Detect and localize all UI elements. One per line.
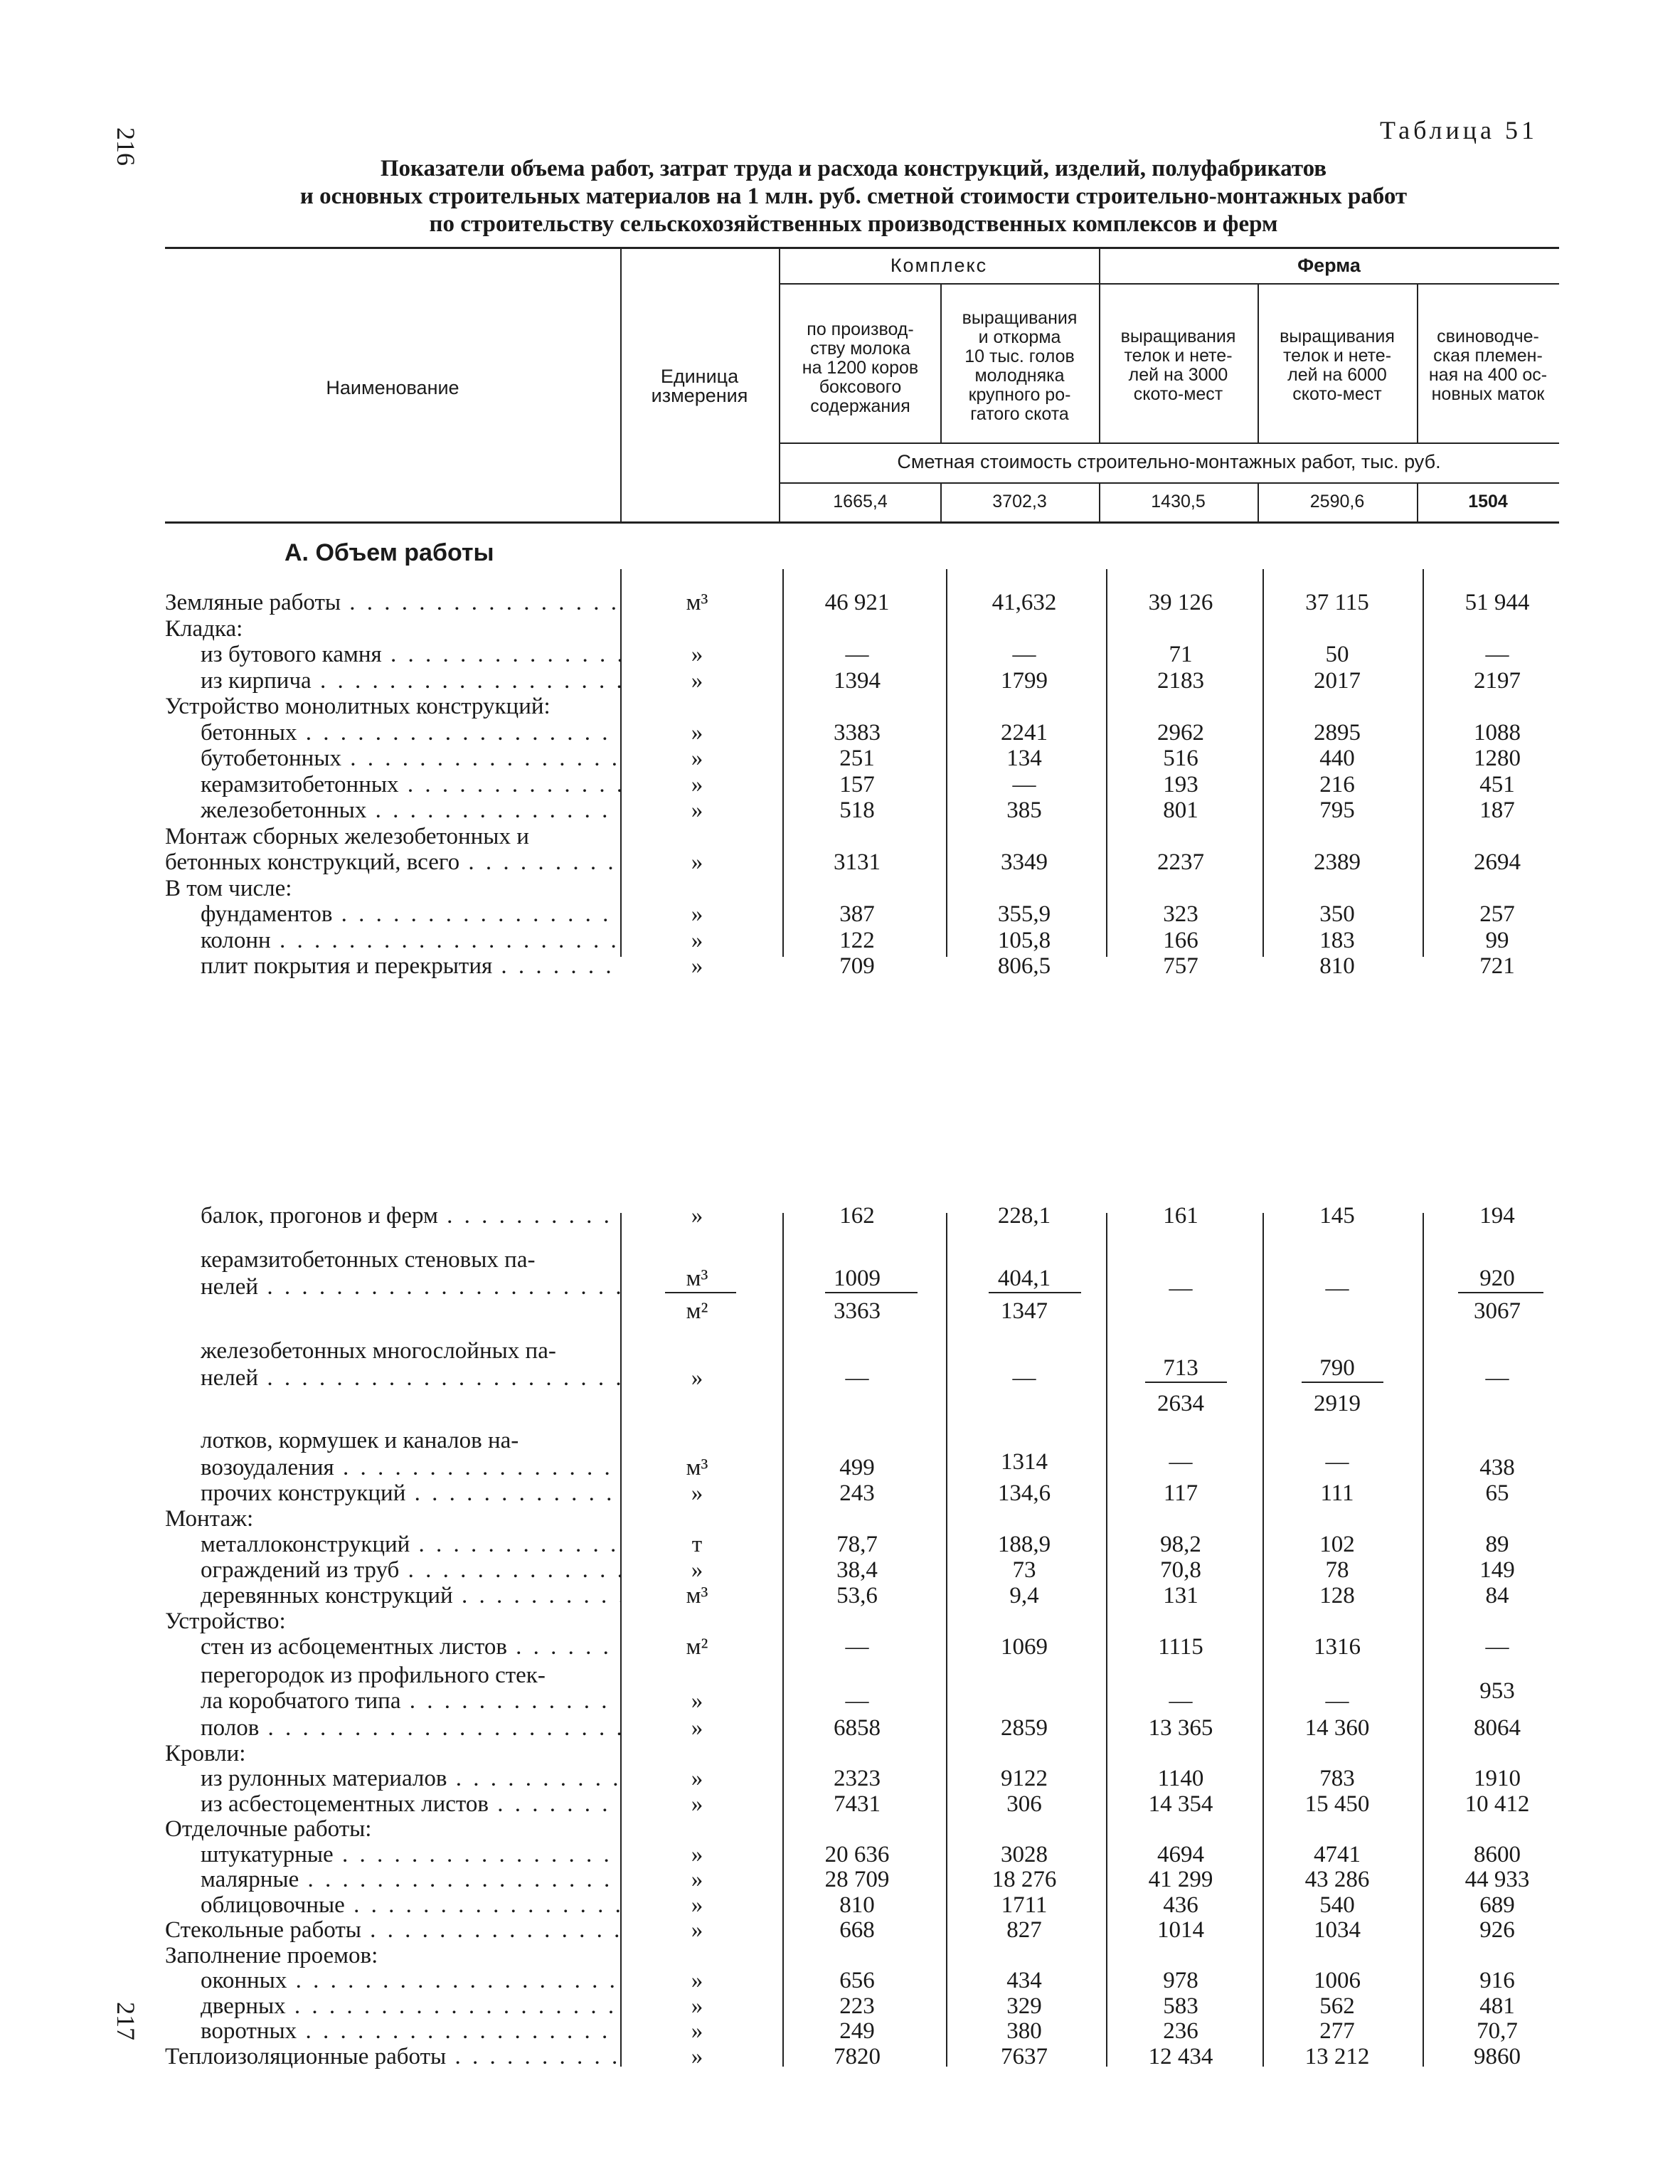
table-row: керамзитобетонных стеновых па- [201, 1247, 536, 1273]
cell-value: 41,632 [991, 590, 1057, 615]
row-unit: » [691, 667, 703, 694]
table-row [0, 719, 1680, 746]
cell-value: 2237 [1157, 849, 1204, 875]
table-row: нелей . . . » — — — [0, 1364, 1680, 1391]
fraction-bar [1458, 1292, 1543, 1293]
table-row [0, 641, 1680, 668]
cell-value: 926 [1479, 1917, 1515, 1943]
cost-label: Сметная стоимость строительно-монтажных работ, тыс. руб. [897, 451, 1441, 472]
row-unit: » [691, 642, 703, 667]
row-name: из рулонных материалов . . . [201, 1765, 620, 1792]
cell-value: — [1485, 1634, 1509, 1660]
cell-value: 145 [1319, 1203, 1355, 1229]
fraction-bar [1145, 1382, 1227, 1383]
row-unit: » [691, 2018, 703, 2044]
cell-value: 9860 [1474, 2043, 1521, 2069]
table-row [0, 797, 1680, 824]
cell-value: 18 276 [991, 1867, 1057, 1892]
header-name: Наименование [326, 377, 459, 398]
cost-value-1: 1665,4 [833, 492, 888, 511]
section-title: А. Объем работы [285, 539, 494, 566]
table-row [0, 901, 1680, 928]
page-number-bottom: 217 [112, 2002, 140, 2040]
table-row [0, 1993, 1680, 2020]
cell-value: 243 [839, 1480, 875, 1506]
cell-value: 451 [1479, 771, 1515, 797]
cell-value: 161 [1163, 1203, 1198, 1229]
row-unit: м² [686, 1634, 708, 1660]
cell-value: 2859 [1001, 1715, 1048, 1741]
cell-value: 1034 [1314, 1917, 1361, 1943]
table-row [0, 1765, 1680, 1792]
cell-value: 149 [1479, 1557, 1515, 1583]
cell-value: 105,8 [997, 927, 1051, 953]
table-row [0, 2018, 1680, 2045]
row-name: из бутового камня . . . [201, 641, 620, 668]
cell-value: 1394 [834, 667, 881, 694]
cell-value: 801 [1163, 797, 1198, 823]
fraction-bar [665, 1292, 736, 1293]
columns-bottom-rule [779, 442, 1559, 444]
table-row [0, 1633, 1680, 1660]
row-name: прочих конструкций . . . [201, 1480, 620, 1507]
row-name: облицовочные . . . [201, 1892, 620, 1919]
row-name: штукатурные . . . [201, 1841, 620, 1868]
cell-value: 228,1 [997, 1203, 1051, 1229]
cell-value: 329 [1006, 1993, 1042, 2019]
cell-value: 134 [1006, 746, 1042, 771]
cell-value: 44 933 [1464, 1867, 1530, 1892]
cell-value: 188,9 [997, 1532, 1051, 1557]
cell-value: 7820 [834, 2043, 881, 2069]
row-name: металлоконструкций . . . [201, 1531, 620, 1558]
table-row [0, 589, 1680, 616]
cell-value: 9,4 [1009, 1583, 1039, 1608]
cell-value: 1140 [1157, 1766, 1204, 1791]
row-name: Теплоизоляционные работы . . . [165, 2043, 620, 2070]
cell-value: 39 126 [1148, 590, 1213, 615]
cell-value: 436 [1163, 1892, 1198, 1918]
table-row [0, 1791, 1680, 1818]
cell-value: 978 [1163, 1968, 1198, 1993]
cell-value: 73 [1012, 1557, 1036, 1583]
row-unit: » [691, 1993, 703, 2019]
row-unit: » [691, 927, 703, 953]
cell-value: 2694 [1474, 849, 1521, 875]
cell-value: 709 [839, 953, 875, 979]
row-name: железобетонных . . . [201, 797, 620, 824]
cell-value: 117 [1163, 1480, 1198, 1506]
cell-value: 7431 [834, 1791, 881, 1817]
row-name: деревянных конструкций . . . [201, 1582, 620, 1609]
cell-value: — [845, 642, 869, 667]
cell-value: 2962 [1157, 719, 1204, 746]
header-col-5: свиноводче- ская племен- ная на 400 ос- новных маток [1428, 327, 1548, 404]
cell-value: 1115 [1158, 1634, 1203, 1660]
cell-value: 223 [839, 1993, 875, 2019]
cell-value: 355,9 [997, 901, 1051, 927]
cell-value: 194 [1479, 1203, 1515, 1229]
cell-value: 71 [1169, 642, 1193, 667]
cell-value: 350 [1319, 901, 1355, 927]
cell-value: 41 299 [1148, 1867, 1213, 1892]
table-row [0, 667, 1680, 694]
cell-value: 516 [1163, 746, 1198, 771]
table-row [0, 1892, 1680, 1919]
row-unit: » [691, 1917, 703, 1943]
cell-value: 78,7 [836, 1532, 878, 1557]
cell-value: 2197 [1474, 667, 1521, 694]
cell-value: 249 [839, 2018, 875, 2044]
cell-value: 3131 [834, 849, 881, 875]
cell-value: 65 [1485, 1480, 1509, 1506]
cell-value: 440 [1319, 746, 1355, 771]
title-line-1: Показатели объема работ, затрат труда и расхода конструкций, изделий, полуфабрикатов [380, 156, 1327, 181]
table-label: Таблица 51 [1380, 116, 1538, 144]
cost-label-rule [779, 482, 1559, 484]
cell-value: 111 [1320, 1480, 1354, 1506]
cell-value: 13 365 [1148, 1715, 1213, 1741]
title-line-3: по строительству сельскохозяйственных производственных комплексов и ферм [429, 211, 1278, 237]
cell-value: 9122 [1001, 1766, 1048, 1791]
table-row: перегородок из профильного стек- 953 [201, 1663, 1515, 1704]
cell-value: 1069 [1001, 1634, 1048, 1660]
table-row [0, 2043, 1680, 2070]
cell-value: 2017 [1314, 667, 1361, 694]
cell-value: 1910 [1474, 1766, 1521, 1791]
row-unit: » [691, 901, 703, 927]
cell-value: 89 [1485, 1532, 1509, 1557]
cell-value: 102 [1319, 1532, 1355, 1557]
cell-value: 481 [1479, 1993, 1515, 2019]
cell-value: 12 434 [1148, 2043, 1213, 2069]
page-number-top: 216 [112, 127, 140, 166]
row-name: из кирпича . . . [201, 667, 620, 694]
cell-value: 122 [839, 927, 875, 953]
title-line-2: и основных строительных материалов на 1 млн. руб. сметной стоимости строительно-монтажных работ [299, 184, 1408, 209]
cell-value: 236 [1163, 2018, 1198, 2044]
cell-value: 1280 [1474, 746, 1521, 771]
cell-value: 323 [1163, 901, 1198, 927]
table-row [0, 1714, 1680, 1742]
table-row [0, 927, 1680, 954]
row-name: из асбестоцементных листов . . . [201, 1791, 620, 1818]
row-name: колонн . . . [201, 927, 620, 954]
cell-value: 128 [1319, 1583, 1355, 1608]
row-name: Монтаж: [165, 1506, 254, 1532]
cell-value: — [1012, 771, 1036, 797]
cell-value: 51 944 [1464, 590, 1530, 615]
table-row [0, 823, 1680, 850]
cell-value: 668 [839, 1917, 875, 1943]
cell-value: 187 [1479, 797, 1515, 823]
cell-value: 827 [1006, 1917, 1042, 1943]
cell-value: 385 [1006, 797, 1042, 823]
row-name: бетонных конструкций, всего . . . [165, 849, 620, 876]
cell-value: 1711 [1001, 1892, 1048, 1918]
table-row: 2634 2919 [1157, 1391, 1361, 1416]
row-name: Отделочные работы: [165, 1816, 372, 1842]
cell-value: 53,6 [836, 1583, 878, 1608]
row-name: Устройство монолитных конструкций: [165, 694, 551, 719]
group-rule [779, 283, 1559, 285]
cell-value: 3028 [1001, 1841, 1048, 1867]
row-unit: » [691, 953, 703, 979]
cost-value-3: 1430,5 [1151, 492, 1206, 511]
cell-value: 15 450 [1304, 1791, 1370, 1817]
cell-value: 2389 [1314, 849, 1361, 875]
header-col-4: выращивания телок и нете- лей на 6000 ското-мест [1280, 327, 1395, 404]
cell-value: 2895 [1314, 719, 1361, 746]
row-name: фундаментов . . . [201, 901, 620, 928]
row-name: Стекольные работы . . . [165, 1917, 620, 1944]
row-name: полов . . . [201, 1714, 620, 1742]
cell-value: 50 [1325, 642, 1349, 667]
table-row [0, 771, 1680, 798]
row-unit: » [691, 1892, 703, 1918]
cost-value-4: 2590,6 [1309, 492, 1365, 511]
cell-value: 380 [1006, 2018, 1042, 2044]
cell-value: 131 [1163, 1583, 1198, 1608]
cell-value: 78 [1325, 1557, 1349, 1583]
cell-value: 14 354 [1148, 1791, 1213, 1817]
cell-value: 783 [1319, 1766, 1355, 1791]
cell-value: 583 [1163, 1993, 1198, 2019]
cell-value: 28 709 [824, 1867, 890, 1892]
table-title [185, 155, 1522, 238]
header-top-rule [165, 247, 1559, 249]
table-row [0, 953, 1680, 980]
table-row [0, 1531, 1680, 1558]
cell-value: 721 [1479, 953, 1515, 979]
row-unit: » [691, 1557, 703, 1583]
row-name: балок, прогонов и ферм . . . [201, 1202, 620, 1229]
cell-value: 916 [1479, 1968, 1515, 1993]
cell-value: 8600 [1474, 1841, 1521, 1867]
table-row [0, 615, 1680, 642]
table-row [0, 1841, 1680, 1868]
row-unit: » [691, 1766, 703, 1791]
row-name: Кладка: [165, 615, 243, 642]
row-name: воротных . . . [201, 2018, 620, 2045]
cell-value: 13 212 [1304, 2043, 1370, 2069]
cell-value: 306 [1006, 1791, 1042, 1817]
row-unit: » [691, 1715, 703, 1741]
header-bottom-rule [165, 521, 1559, 524]
cell-value: 98,2 [1160, 1532, 1201, 1557]
table-row: нелей . . . м³ 1009 404,1 — — 920 [0, 1273, 1680, 1300]
row-name: Кровли: [165, 1740, 246, 1766]
table-row [0, 875, 1680, 902]
table-row [0, 745, 1680, 772]
row-name: Монтаж сборных железобетонных и [165, 823, 529, 849]
fraction-bar [1302, 1382, 1383, 1383]
cell-value: 1006 [1314, 1968, 1361, 1993]
row-name: плит покрытия и перекрытия . . . [201, 953, 620, 980]
row-unit: » [691, 719, 703, 746]
cell-value: 257 [1479, 901, 1515, 927]
cell-value: 562 [1319, 1993, 1355, 2019]
cell-value: 183 [1319, 927, 1355, 953]
table-row [0, 1815, 1680, 1843]
cell-value: 656 [839, 1968, 875, 1993]
row-unit: » [691, 797, 703, 823]
cell-value: 3383 [834, 719, 881, 746]
header-col-3: выращивания телок и нете- лей на 3000 ското-мест [1120, 327, 1236, 404]
cost-value-5: 1504 [1468, 492, 1508, 511]
cell-value: 806,5 [997, 953, 1051, 979]
cell-value: 3349 [1001, 849, 1048, 875]
cost-value-2: 3702,3 [992, 492, 1047, 511]
table-row [0, 1740, 1680, 1767]
cell-value: 518 [839, 797, 875, 823]
row-name: ограждений из труб . . . [201, 1557, 620, 1584]
header-group-complex: Комплекс [890, 255, 988, 276]
cell-value: 251 [839, 746, 875, 771]
table-row [0, 1202, 1680, 1229]
row-unit: » [691, 746, 703, 771]
cell-value: 1316 [1314, 1634, 1361, 1660]
cell-value: 6858 [834, 1715, 881, 1741]
row-name: малярные . . . [201, 1866, 620, 1893]
cell-value: 14 360 [1304, 1715, 1370, 1741]
cell-value: 166 [1163, 927, 1198, 953]
cell-value: 2241 [1001, 719, 1048, 746]
cell-value: 277 [1319, 2018, 1355, 2044]
row-name: дверных . . . [201, 1993, 620, 2020]
cell-value: 37 115 [1305, 590, 1369, 615]
cell-value: 387 [839, 901, 875, 927]
cell-value: 46 921 [824, 590, 890, 615]
row-name: Устройство: [165, 1608, 286, 1634]
cell-value: 216 [1319, 771, 1355, 797]
cell-value: — [1012, 642, 1036, 667]
cell-value: 157 [839, 771, 875, 797]
cell-value: 38,4 [836, 1557, 878, 1583]
cell-value: 1014 [1157, 1917, 1204, 1943]
table-row [0, 1942, 1680, 1969]
table-row [0, 1967, 1680, 1994]
cell-value: 70,8 [1160, 1557, 1201, 1583]
row-unit: » [691, 1968, 703, 1993]
cell-value: 8064 [1474, 1715, 1521, 1741]
table-row [0, 1505, 1680, 1532]
cell-value: 134,6 [997, 1480, 1051, 1506]
cell-value: 10 412 [1464, 1791, 1530, 1817]
table-row [0, 1866, 1680, 1893]
cell-value: 795 [1319, 797, 1355, 823]
header-col-2: выращивания и откорма 10 тыс. голов молодняка крупного ро- гатого скота [962, 308, 1078, 424]
cell-value: 757 [1163, 953, 1198, 979]
row-name: керамзитобетонных . . . [201, 771, 620, 798]
table-row: м² 3363 1347 3067 [686, 1298, 1521, 1324]
cell-value: 1799 [1001, 667, 1048, 694]
row-unit: » [691, 1203, 703, 1229]
row-unit: » [691, 771, 703, 797]
header-group-farm: Ферма [1297, 255, 1361, 276]
cell-value: 2183 [1157, 667, 1204, 694]
row-unit: м³ [686, 590, 708, 615]
cell-value: 20 636 [824, 1841, 890, 1867]
row-name: оконных . . . [201, 1967, 620, 1994]
row-unit: м³ [686, 1583, 708, 1608]
table-row: лотков, кормушек и каналов на- [201, 1428, 519, 1453]
table-row [0, 693, 1680, 720]
row-name: Земляные работы . . . [165, 589, 620, 616]
cell-value: — [845, 1634, 869, 1660]
row-name: бетонных . . . [201, 719, 620, 746]
cell-value: 84 [1485, 1583, 1509, 1608]
cell-value: 434 [1006, 1968, 1042, 1993]
cell-value: 7637 [1001, 2043, 1048, 2069]
table-row: ла коробчатого типа . . . » — — — [0, 1687, 1680, 1714]
cell-value: 70,7 [1477, 2018, 1518, 2044]
fraction-bar [989, 1292, 1081, 1293]
cell-value: 2323 [834, 1766, 881, 1791]
row-unit: » [691, 1867, 703, 1892]
cell-value: 193 [1163, 771, 1198, 797]
table-row [0, 849, 1680, 876]
table-row [0, 1480, 1680, 1507]
row-unit: » [691, 2043, 703, 2069]
header-col-1: по производ- ству молока на 1200 коров боксового содержания [802, 319, 919, 416]
table-row [0, 1917, 1680, 1944]
row-unit: » [691, 1480, 703, 1506]
table-row [0, 1608, 1680, 1635]
cell-value: 162 [839, 1203, 875, 1229]
table-row [0, 1582, 1680, 1609]
cell-value: 4694 [1157, 1841, 1204, 1867]
cell-value: 99 [1485, 927, 1509, 953]
row-unit: » [691, 849, 703, 875]
table-row [0, 1557, 1680, 1584]
table-row: возоудаления . . . м³ 499 1314 — — 438 [0, 1454, 1680, 1481]
row-name: В том числе: [165, 875, 292, 901]
row-unit: » [691, 1791, 703, 1817]
header-unit: Единица измерения [651, 366, 748, 406]
row-name: стен из асбоцементных листов . . . [201, 1633, 620, 1660]
cell-value: 810 [839, 1892, 875, 1918]
cell-value: 4741 [1314, 1841, 1361, 1867]
fraction-bar [825, 1292, 918, 1293]
row-unit: » [691, 1841, 703, 1867]
row-name: Заполнение проемов: [165, 1942, 378, 1968]
table-row: железобетонных многослойных па- 713 790 [201, 1338, 1355, 1381]
cell-value: 689 [1479, 1892, 1515, 1918]
cell-value: 43 286 [1304, 1867, 1370, 1892]
row-name: бутобетонных . . . [201, 745, 620, 772]
cell-value: 540 [1319, 1892, 1355, 1918]
row-unit: т [691, 1532, 703, 1557]
cell-value: — [1485, 642, 1509, 667]
cell-value: 1088 [1474, 719, 1521, 746]
cell-value: 810 [1319, 953, 1355, 979]
